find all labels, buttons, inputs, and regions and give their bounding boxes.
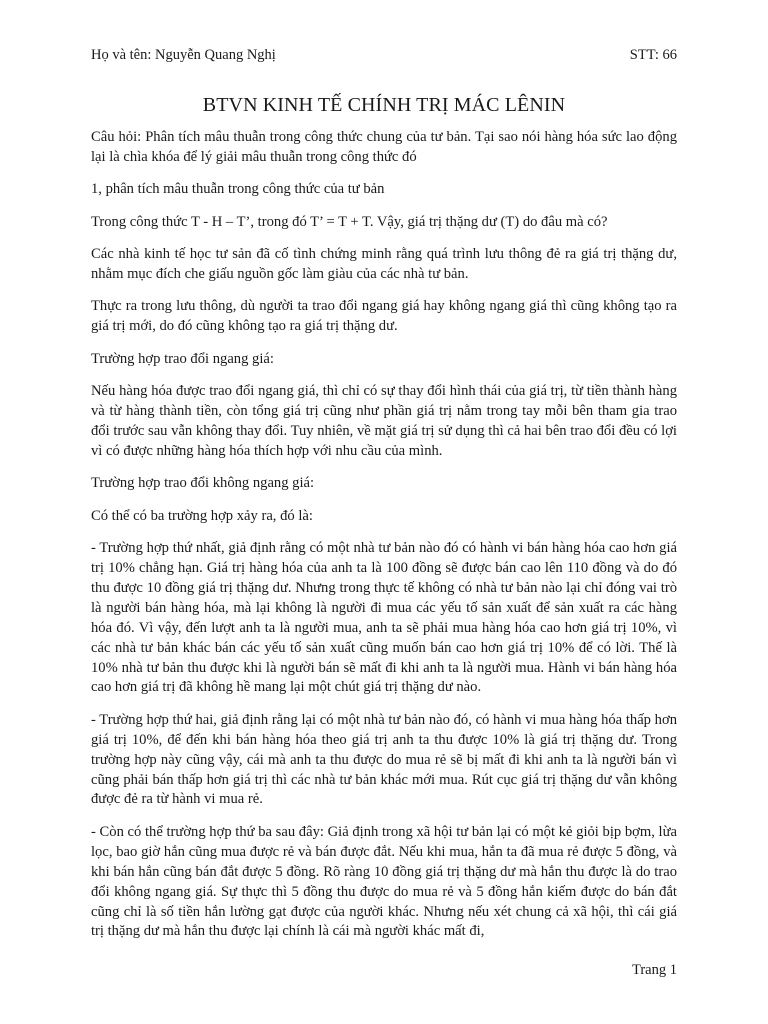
page-header <box>91 46 677 64</box>
document-body <box>91 128 677 955</box>
body-paragraph: Thực ra trong lưu thông, dù người ta trao đổi ngang giá hay không ngang giá thì cũng không tạo ra giá trị mới, do đó cũng không tạo ra giá trị thặng dư. <box>91 298 677 335</box>
body-paragraph: Có thể có ba trường hợp xảy ra, đó là: <box>91 507 313 524</box>
section-heading: 1, phân tích mâu thuẫn trong công thức của tư bản <box>91 181 385 198</box>
subheading-equal-exchange: Trường hợp trao đổi ngang giá: <box>91 350 274 367</box>
student-number: STT: 66 <box>629 47 677 63</box>
body-paragraph: Nếu hàng hóa được trao đổi ngang giá, thì chỉ có sự thay đổi hình thái của giá trị, từ tiền thành hàng và từ hàng thành tiền, còn tổng giá trị cũng như phần giá trị nằm trong tay mỗi bên tham gia trao đổi trước sau vẫn không thay đổi. Tuy nhiên, về mặt giá trị sử dụng thì cả hai bên trao đổi đều có lợi vì có được những hàng hóa thích hợp với nhu cầu của mình. <box>91 383 677 459</box>
list-item-case-1: - Trường hợp thứ nhất, giả định rằng có một nhà tư bản nào đó có hành vi bán hàng hóa cao hơn giá trị 10% chẳng hạn. Giá trị hàng hóa của anh ta là 100 đồng sẽ được bán cao lên 110 đồng và do đó thu được 10 đồng giá trị thặng dư. Nhưng trong thực tế không có nhà tư bản nào lại chỉ đóng vai trò là người bán hàng hóa, mà lại không là người đi mua các yếu tố sản xuất để sản xuất ra các hàng hóa đó. Vì vậy, đến lượt anh ta là người mua, anh ta sẽ phải mua hàng hóa cao hơn giá trị 10%, vì các nhà tư bản khác bán các yếu tố sản xuất cũng muốn bán cao hơn giá trị 10% để có lời. Thế là 10% nhà tư bản thu được khi là người bán sẽ mất đi khi anh ta là người mua. Hành vi bán hàng hóa cao hơn giá trị đã không hề mang lại một chút giá trị thặng dư nào. <box>91 540 677 696</box>
student-name: Họ và tên: Nguyễn Quang Nghị <box>91 47 276 63</box>
page-number: Trang 1 <box>632 962 677 978</box>
question-paragraph: Câu hỏi: Phân tích mâu thuẫn trong công thức chung của tư bản. Tại sao nói hàng hóa sức lao động lại là chìa khóa để lý giải mâu thuẫn trong công thức đó <box>91 129 677 165</box>
body-paragraph: Các nhà kinh tế học tư sản đã cố tình chứng minh rằng quá trình lưu thông đẻ ra giá trị thặng dư, nhằm mục đích che giấu nguồn gốc làm giàu của các nhà tư bản. <box>91 246 677 283</box>
list-item-case-3: - Còn có thể trường hợp thứ ba sau đây: Giả định trong xã hội tư bản lại có một kẻ giỏi bịp bợm, lừa lọc, bao giờ hắn cũng mua được rẻ và bán được đắt. Nếu khi mua, hắn ta đã mua rẻ được 5 đồng, và khi bán hắn cũng bán đắt được 5 đồng. Rõ ràng 10 đồng giá trị thặng dư mà hắn thu được là do trao đổi không ngang giá. Sự thực thì 5 đồng thu được do mua rẻ và 5 đồng hắn kiếm được do bán đắt cũng chỉ là số tiền hắn lường gạt được của người khác. Nhưng nếu xét chung cả xã hội, thì cái giá trị thặng dư mà hắn thu được lại chính là cái mà người khác mất đi, <box>91 823 677 940</box>
document-title: BTVN KINH TẾ CHÍNH TRỊ MÁC LÊNIN <box>202 94 566 116</box>
formula-paragraph: Trong công thức T - H – T’, trong đó T’ = T + T. Vậy, giá trị thặng dư (T) do đâu mà có? <box>91 213 608 230</box>
list-item-case-2: - Trường hợp thứ hai, giả định rằng lại có một nhà tư bản nào đó, có hành vi mua hàng hóa thấp hơn giá trị 10%, để đến khi bán hàng hóa theo giá trị anh ta thu được 10% là giá trị thặng dư. Trong trường hợp này cũng vậy, cái mà anh ta thu được do mua rẻ sẽ bị mất đi khi anh ta là người bán vì cũng phải bán thấp hơn giá trị thì các nhà tư bản khác mới mua. Rút cục giá trị thặng dư vẫn không được đẻ ra từ hành vi mua rẻ. <box>91 711 677 808</box>
subheading-unequal-exchange: Trường hợp trao đổi không ngang giá: <box>91 475 315 492</box>
